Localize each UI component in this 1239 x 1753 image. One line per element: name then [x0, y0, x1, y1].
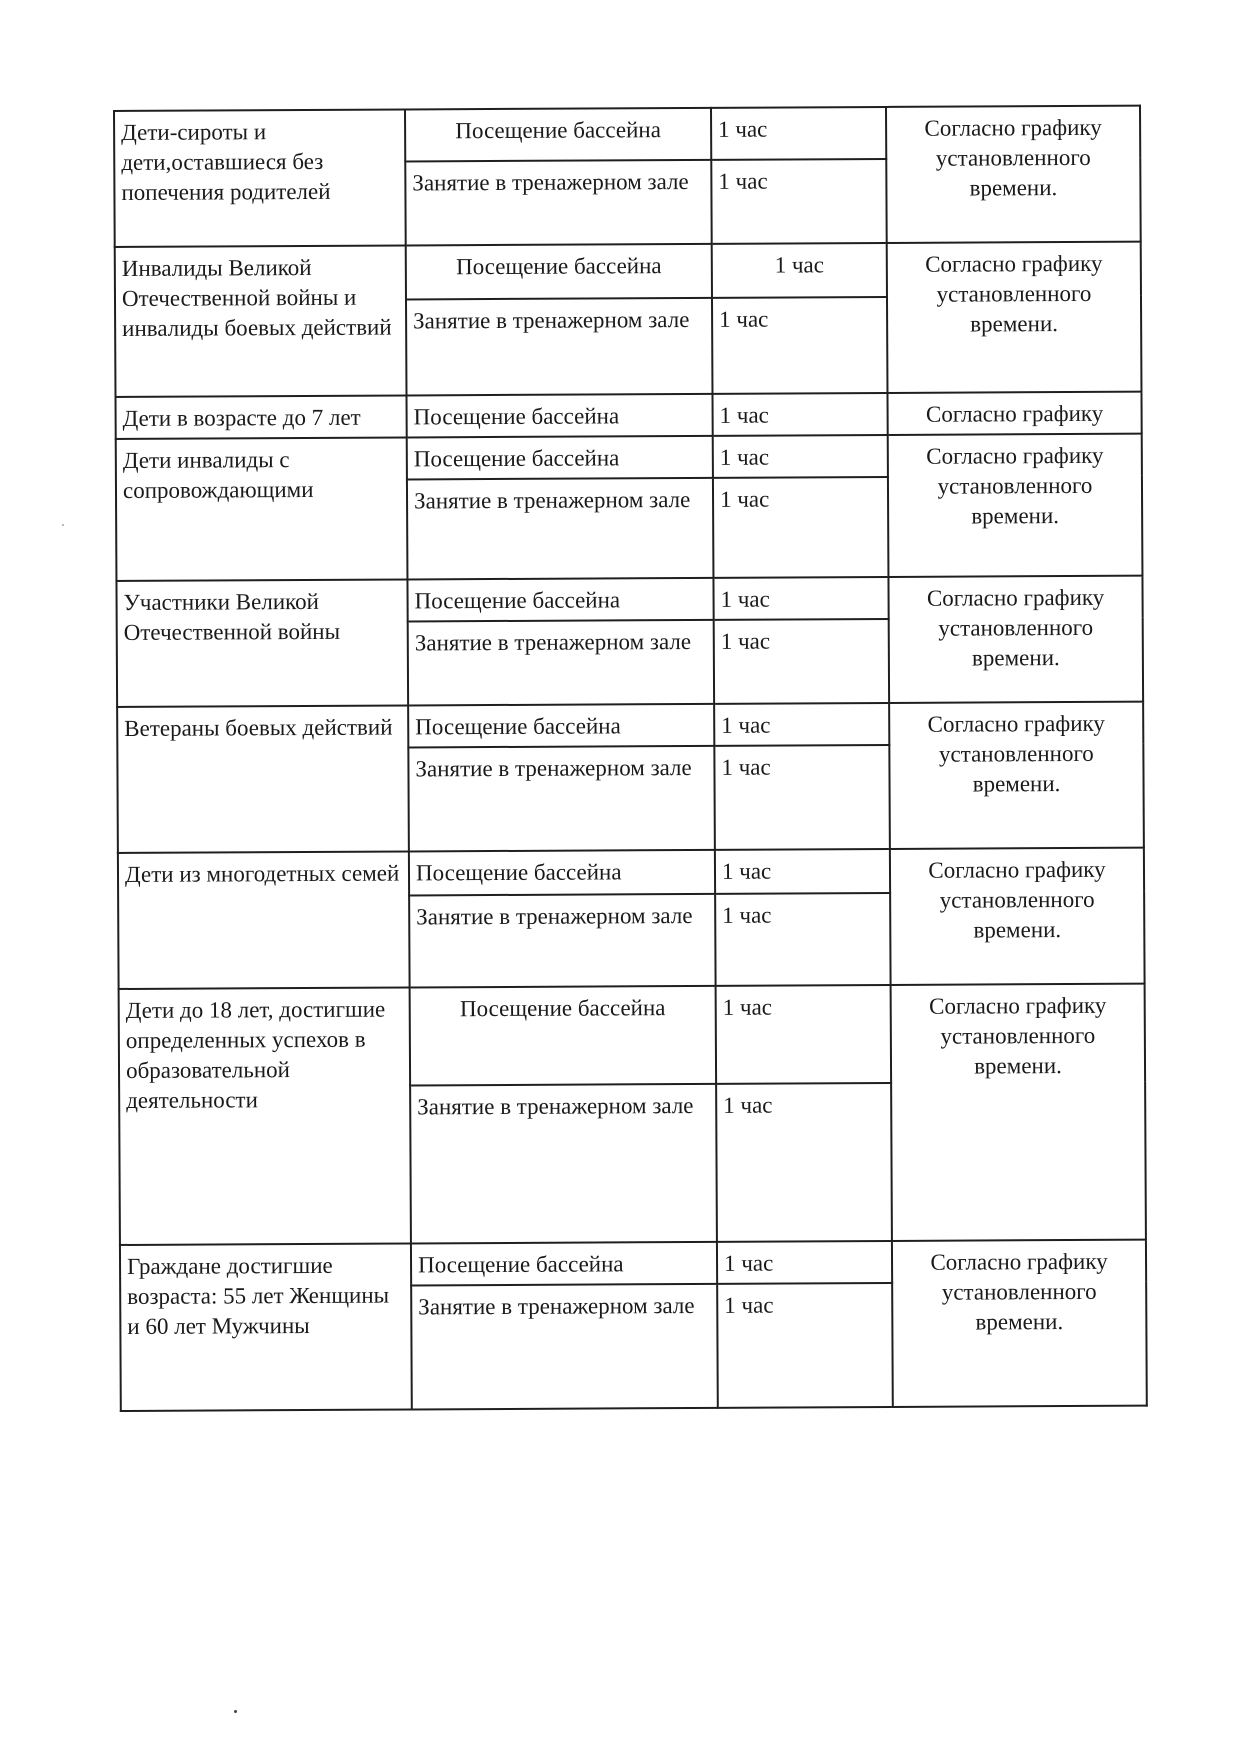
service-cell: Посещение бассейна — [407, 436, 713, 480]
service-cell: Занятие в тренажерном зале — [405, 160, 711, 246]
duration-cell: 1 час — [713, 435, 888, 478]
category-cell: Дети в возрасте до 7 лет — [116, 395, 407, 439]
service-cell: Занятие в тренажерном зале — [410, 1084, 717, 1244]
table-row — [119, 984, 1145, 1087]
service-cell: Занятие в тренажерном зале — [408, 620, 714, 706]
category-cell: Дети инвалиды с сопровождающими — [116, 437, 408, 581]
category-cell: Участники Великой Отечественной войны — [116, 579, 408, 707]
service-cell: Посещение бассейна — [411, 1242, 717, 1286]
category-cell: Дети из многодетных семей — [118, 851, 410, 989]
note-cell: Согласно графику установленного времени. — [888, 434, 1143, 577]
service-cell: Занятие в тренажерном зале — [411, 1284, 718, 1410]
service-cell: Посещение бассейна — [406, 244, 712, 300]
duration-cell: 1 час — [712, 393, 887, 436]
duration-cell: 1 час — [714, 745, 890, 850]
duration-cell: 1 час — [714, 619, 889, 704]
category-cell: Ветераны боевых действий — [117, 705, 409, 853]
note-cell: Согласно графику установленного времени. — [886, 106, 1141, 243]
duration-cell: 1 час — [712, 243, 887, 298]
note-cell: Согласно графику установленного времени. — [887, 242, 1142, 393]
service-cell: Посещение бассейна — [410, 986, 717, 1086]
service-cell: Занятие в тренажерном зале — [406, 298, 712, 396]
scan-speck — [62, 524, 64, 526]
duration-cell: 1 час — [717, 1241, 892, 1284]
table-row — [116, 434, 1142, 481]
service-cell: Посещение бассейна — [406, 394, 712, 438]
table-row — [114, 106, 1140, 163]
table-row — [115, 242, 1141, 301]
note-cell: Согласно графику установленного времени. — [890, 848, 1145, 985]
service-cell: Занятие в тренажерном зале — [408, 746, 715, 852]
service-cell: Посещение бассейна — [409, 850, 715, 896]
note-cell: Согласно графику установленного времени. — [888, 576, 1143, 703]
table-row — [116, 392, 1142, 439]
schedule-table — [113, 105, 1148, 1412]
duration-cell: 1 час — [716, 1083, 892, 1242]
note-cell: Согласно графику установленного времени. — [891, 984, 1146, 1241]
category-cell: Граждане достигшие возраста: 55 лет Женщины и 60 лет Мужчины — [120, 1243, 412, 1411]
service-cell: Посещение бассейна — [405, 108, 711, 162]
table-row — [116, 576, 1142, 623]
duration-cell: 1 час — [714, 703, 889, 746]
duration-cell: 1 час — [715, 849, 890, 894]
duration-cell: 1 час — [716, 985, 892, 1084]
category-cell: Инвалиды Великой Отечественной войны и инвалиды боевых действий — [115, 245, 407, 397]
category-cell: Дети до 18 лет, достигшие определенных успехов в образовательной деятельности — [119, 987, 411, 1245]
duration-cell: 1 час — [715, 893, 890, 986]
table-row — [120, 1240, 1146, 1287]
service-cell: Посещение бассейна — [407, 578, 713, 622]
table-row — [117, 702, 1143, 749]
note-cell: Согласно графику — [887, 392, 1141, 435]
table-row — [118, 848, 1144, 897]
service-cell: Посещение бассейна — [408, 704, 714, 748]
category-cell: Дети-сироты и дети,оставшиеся без попечения родителей — [114, 109, 406, 247]
scan-speck — [234, 1710, 237, 1713]
duration-cell: 1 час — [711, 159, 886, 244]
duration-cell: 1 час — [713, 577, 888, 620]
duration-cell: 1 час — [717, 1283, 893, 1408]
duration-cell: 1 час — [712, 297, 888, 394]
duration-cell: 1 час — [713, 477, 889, 578]
note-cell: Согласно графику установленного времени. — [892, 1240, 1147, 1407]
service-cell: Занятие в тренажерном зале — [409, 894, 715, 988]
service-cell: Занятие в тренажерном зале — [407, 478, 714, 580]
duration-cell: 1 час — [711, 107, 886, 160]
note-cell: Согласно графику установленного времени. — [889, 702, 1144, 849]
